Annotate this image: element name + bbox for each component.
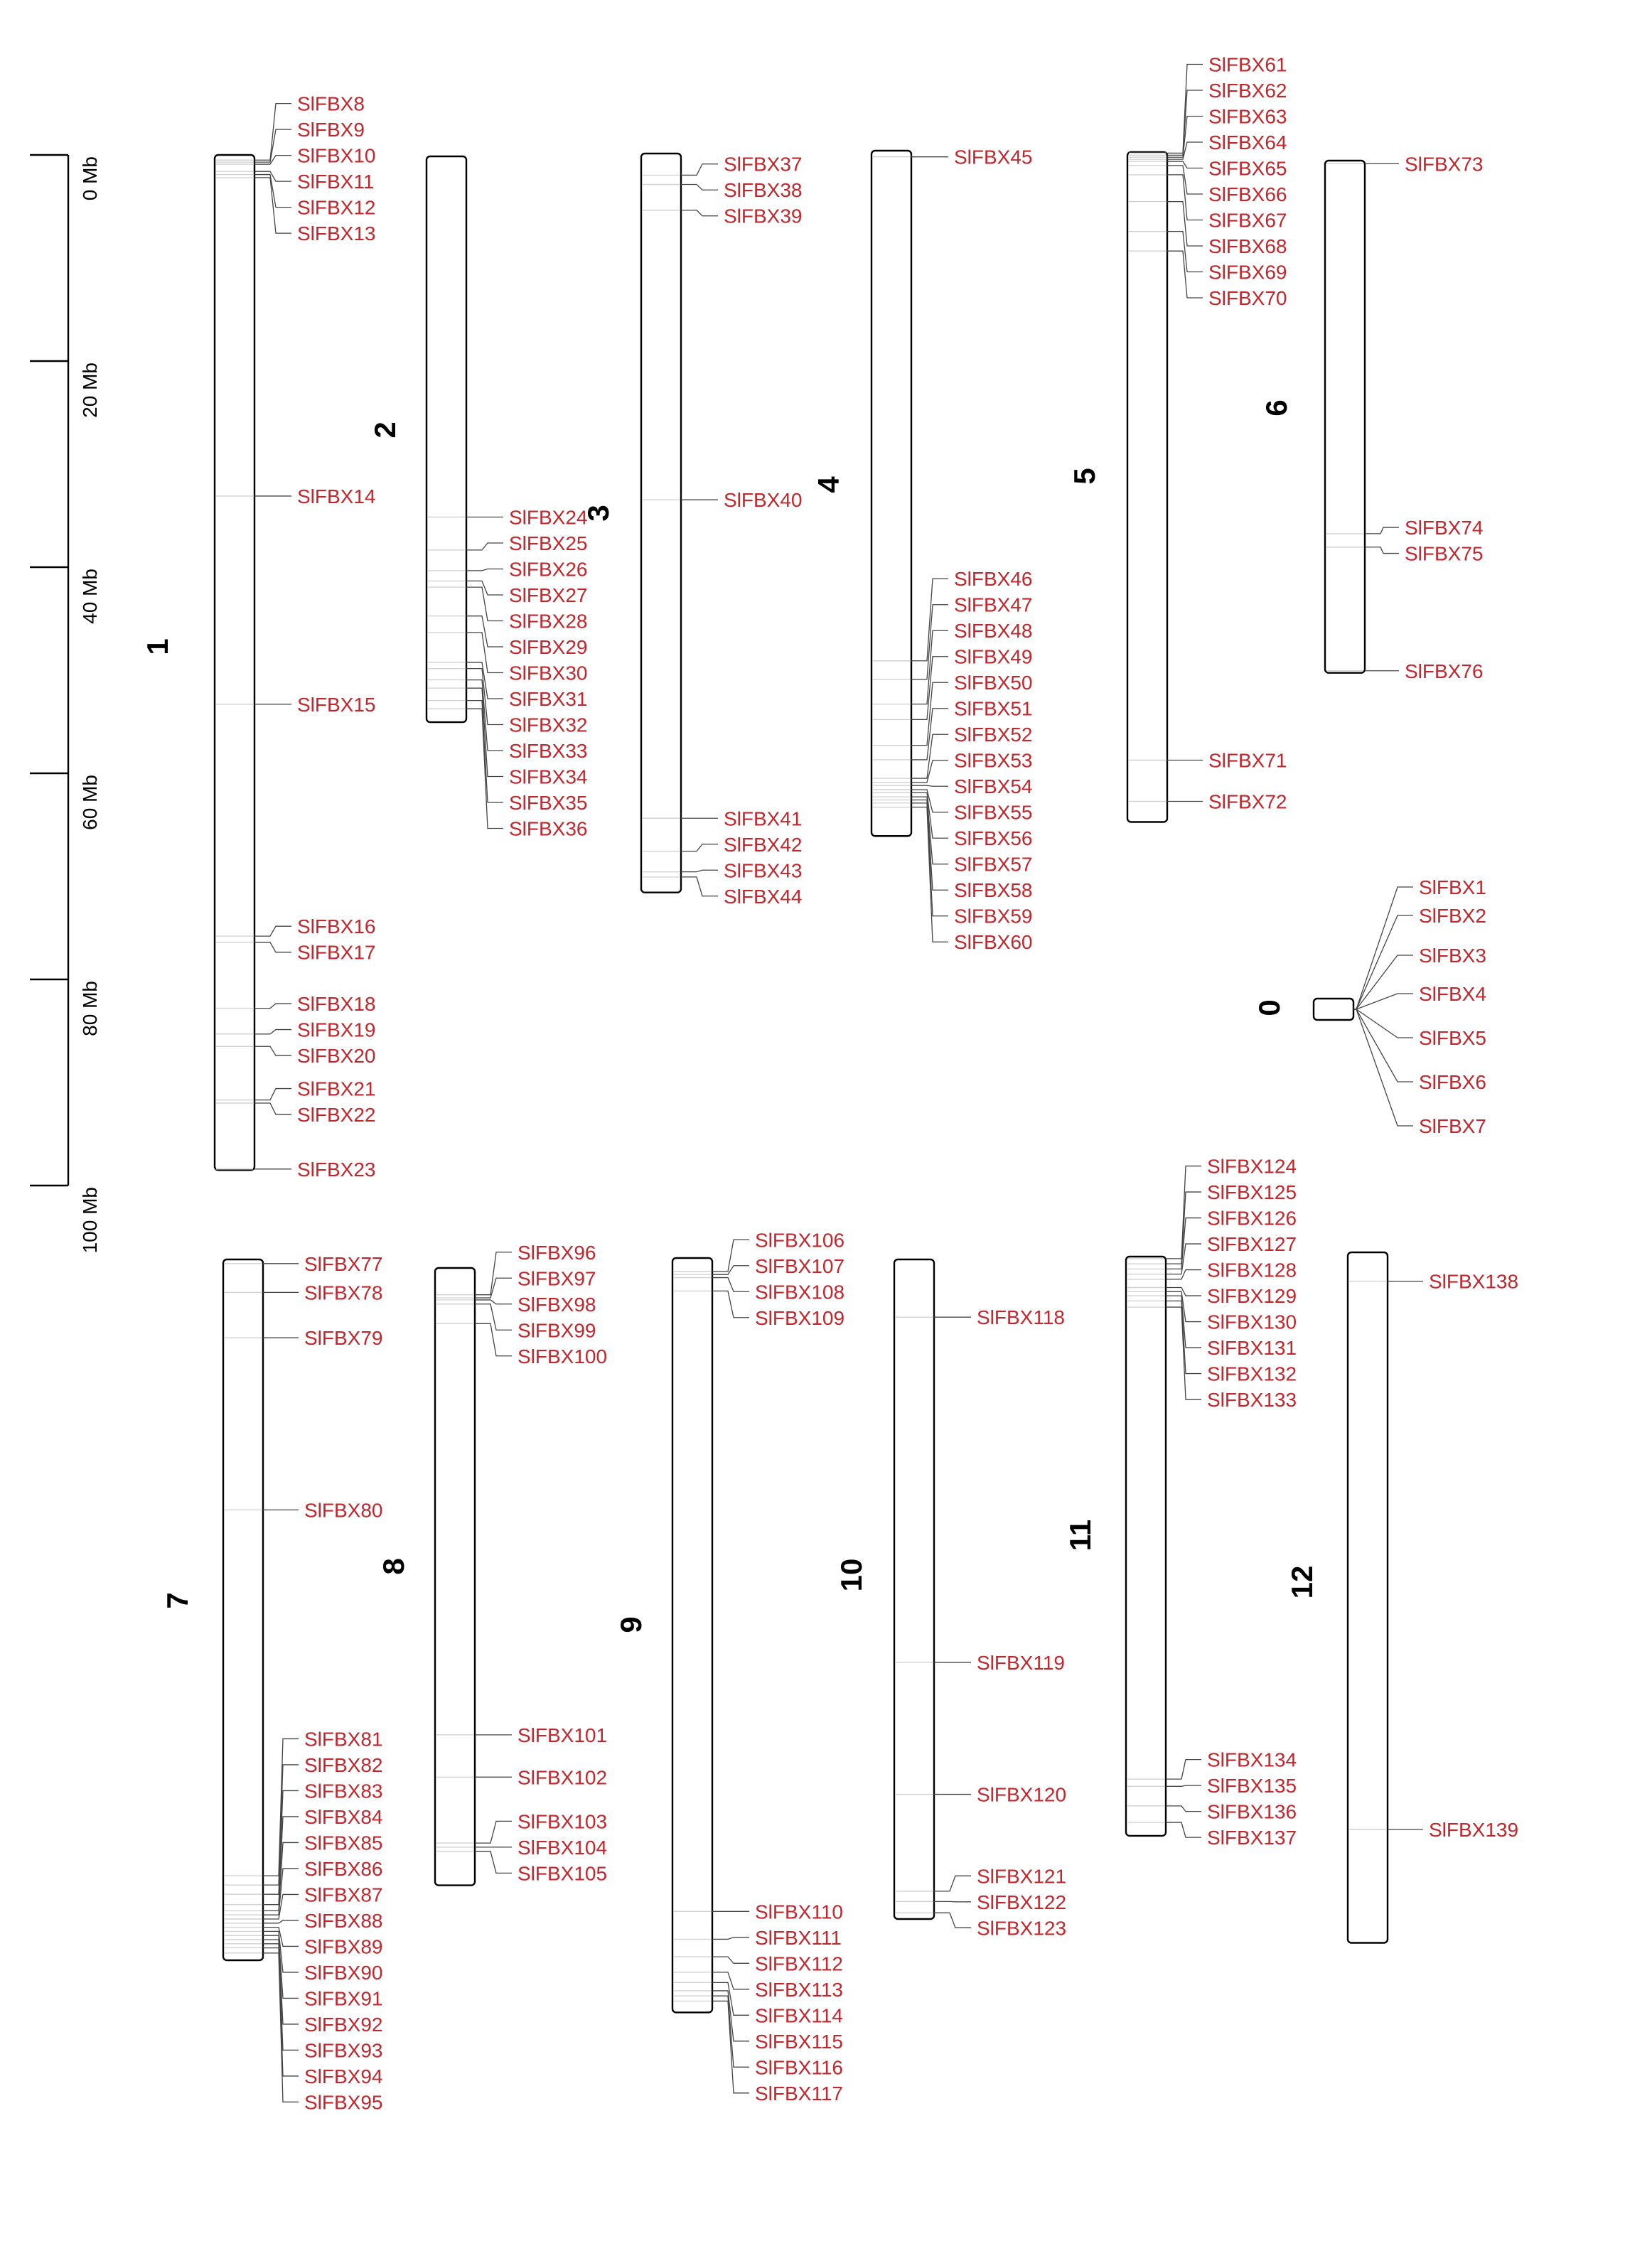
- gene-label: SlFBX86: [304, 1857, 383, 1880]
- gene-label: SlFBX124: [1207, 1155, 1297, 1178]
- gene-label: SlFBX136: [1207, 1800, 1297, 1823]
- gene-leader-line: [466, 569, 503, 571]
- gene-label: SlFBX127: [1207, 1233, 1297, 1256]
- chromosome-label: 5: [1068, 468, 1101, 485]
- gene-leader-line: [712, 1982, 749, 2015]
- gene-leader-line: [254, 1046, 291, 1055]
- scale-tick-label: 100 Mb: [79, 1187, 101, 1254]
- gene-label: SlFBX17: [297, 941, 376, 964]
- chromosome-bar: [427, 156, 466, 722]
- chromosome-2: [368, 156, 588, 840]
- gene-label: SlFBX75: [1405, 542, 1484, 565]
- gene-label: SlFBX4: [1419, 983, 1486, 1005]
- gene-label: SlFBX137: [1207, 1827, 1297, 1849]
- gene-label: SlFBX60: [954, 931, 1033, 954]
- gene-label: SlFBX101: [517, 1724, 608, 1746]
- gene-label: SlFBX105: [517, 1862, 608, 1885]
- gene-label: SlFBX3: [1419, 945, 1486, 967]
- gene-label: SlFBX87: [304, 1883, 383, 1906]
- gene-label: SlFBX106: [755, 1229, 845, 1252]
- gene-label: SlFBX96: [517, 1241, 596, 1264]
- gene-leader-line: [911, 761, 948, 783]
- gene-label: SlFBX48: [954, 620, 1033, 643]
- gene-leader-line: [1166, 1785, 1201, 1786]
- gene-leader-line: [681, 185, 718, 190]
- chromosome-bar: [1314, 999, 1353, 1020]
- gene-leader-line: [712, 1240, 749, 1272]
- gene-leader-line: [681, 164, 718, 176]
- gene-label: SlFBX95: [304, 2091, 383, 2114]
- gene-label: SlFBX9: [297, 119, 365, 141]
- gene-label: SlFBX100: [517, 1345, 608, 1367]
- gene-leader-line: [1353, 1009, 1413, 1126]
- gene-label: SlFBX94: [304, 2065, 383, 2087]
- gene-leader-line: [1353, 1009, 1413, 1082]
- gene-label: SlFBX115: [755, 2030, 843, 2053]
- gene-label: SlFBX131: [1207, 1337, 1297, 1360]
- gene-label: SlFBX12: [297, 196, 376, 219]
- gene-label: SlFBX46: [954, 568, 1033, 591]
- gene-label: SlFBX34: [509, 765, 588, 788]
- gene-label: SlFBX88: [304, 1909, 383, 1932]
- gene-label: SlFBX5: [1419, 1027, 1486, 1049]
- chromosome-bar: [1348, 1252, 1388, 1943]
- gene-leader-line: [475, 1852, 512, 1874]
- gene-leader-line: [911, 785, 948, 786]
- gene-label: SlFBX97: [517, 1267, 596, 1290]
- gene-label: SlFBX38: [724, 179, 803, 202]
- gene-label: SlFBX126: [1207, 1207, 1297, 1230]
- gene-leader-line: [254, 178, 291, 233]
- chromosome-label: 2: [368, 421, 402, 439]
- gene-leader-line: [466, 680, 503, 751]
- gene-label: SlFBX89: [304, 1935, 383, 1958]
- gene-label: SlFBX109: [755, 1306, 845, 1329]
- gene-leader-line: [681, 877, 718, 896]
- gene-leader-line: [1353, 955, 1413, 1009]
- chromosome-bar: [215, 155, 254, 1170]
- chromosome-bar: [1325, 161, 1365, 673]
- gene-label: SlFBX121: [977, 1865, 1067, 1888]
- gene-label: SlFBX45: [954, 146, 1033, 168]
- gene-leader-line: [475, 1304, 512, 1331]
- gene-label: SlFBX11: [297, 171, 375, 193]
- chromosome-label: 8: [377, 1558, 410, 1575]
- gene-leader-line: [254, 1030, 291, 1034]
- gene-leader-line: [466, 543, 503, 550]
- gene-leader-line: [712, 1266, 749, 1274]
- gene-label: SlFBX25: [509, 532, 588, 554]
- gene-label: SlFBX61: [1208, 53, 1287, 76]
- gene-leader-line: [712, 1957, 749, 1963]
- gene-leader-line: [911, 803, 948, 916]
- chromosome-label: 12: [1285, 1565, 1319, 1599]
- gene-leader-line: [254, 1089, 291, 1100]
- chromosome-bar: [1126, 1257, 1166, 1836]
- gene-label: SlFBX40: [724, 489, 803, 512]
- gene-label: SlFBX92: [304, 2013, 383, 2036]
- gene-label: SlFBX13: [297, 222, 376, 245]
- scale-tick-label: 20 Mb: [79, 362, 101, 418]
- chromosome-bar: [894, 1259, 934, 1919]
- gene-label: SlFBX64: [1208, 131, 1287, 154]
- gene-label: SlFBX139: [1429, 1819, 1519, 1841]
- gene-label: SlFBX2: [1419, 905, 1486, 927]
- gene-label: SlFBX116: [755, 2056, 843, 2079]
- gene-label: SlFBX99: [517, 1319, 596, 1342]
- gene-label: SlFBX135: [1207, 1775, 1297, 1797]
- gene-label: SlFBX108: [755, 1281, 845, 1304]
- gene-label: SlFBX28: [509, 610, 588, 633]
- gene-label: SlFBX56: [954, 827, 1033, 850]
- gene-label: SlFBX68: [1208, 235, 1287, 257]
- gene-label: SlFBX54: [954, 775, 1033, 798]
- gene-label: SlFBX70: [1208, 286, 1287, 309]
- gene-label: SlFBX53: [954, 749, 1033, 772]
- gene-label: SlFBX117: [755, 2082, 843, 2105]
- gene-label: SlFBX111: [755, 1926, 842, 1949]
- gene-leader-line: [1166, 1806, 1201, 1812]
- gene-leader-line: [1167, 161, 1203, 168]
- gene-label: SlFBX63: [1208, 105, 1287, 128]
- gene-leader-line: [254, 104, 291, 161]
- chromosome-bar: [1127, 152, 1167, 822]
- chromosome-bar: [223, 1259, 263, 1960]
- gene-leader-line: [934, 1913, 971, 1928]
- gene-label: SlFBX7: [1419, 1115, 1486, 1137]
- gene-leader-line: [712, 1938, 749, 1940]
- gene-label: SlFBX73: [1405, 153, 1484, 176]
- gene-leader-line: [254, 1004, 291, 1009]
- chromosome-label: 7: [161, 1592, 194, 1609]
- gene-label: SlFBX19: [297, 1019, 376, 1041]
- gene-label: SlFBX90: [304, 1961, 383, 1984]
- gene-leader-line: [475, 1323, 512, 1355]
- scale-tick-label: 40 Mb: [79, 569, 101, 624]
- gene-label: SlFBX74: [1405, 517, 1484, 539]
- gene-label: SlFBX119: [977, 1651, 1065, 1674]
- gene-label: SlFBX30: [509, 662, 588, 684]
- chromosome-11: [1063, 1156, 1297, 1849]
- gene-label: SlFBX120: [977, 1783, 1067, 1806]
- gene-label: SlFBX10: [297, 144, 376, 167]
- chromosome-label: 0: [1253, 999, 1286, 1016]
- gene-label: SlFBX16: [297, 915, 376, 938]
- chromosome-bar: [641, 154, 681, 893]
- gene-label: SlFBX42: [724, 833, 803, 856]
- chromosome-label: 3: [581, 505, 615, 522]
- chromosome-3: [581, 154, 803, 908]
- gene-label: SlFBX122: [977, 1891, 1067, 1913]
- gene-label: SlFBX80: [304, 1499, 383, 1522]
- gene-leader-line: [681, 210, 718, 216]
- gene-leader-line: [1166, 1760, 1201, 1780]
- gene-leader-line: [1365, 527, 1399, 534]
- gene-leader-line: [1167, 142, 1203, 159]
- gene-label: SlFBX91: [304, 1987, 383, 2010]
- gene-label: SlFBX29: [509, 636, 588, 658]
- gene-label: SlFBX84: [304, 1805, 383, 1828]
- gene-leader-line: [475, 1821, 512, 1843]
- gene-leader-line: [712, 1291, 749, 1317]
- chromosome-4: [812, 146, 1033, 954]
- gene-label: SlFBX67: [1208, 209, 1287, 232]
- gene-label: SlFBX43: [724, 859, 803, 882]
- chromosome-label: 10: [835, 1558, 868, 1592]
- chromosome-8: [377, 1242, 607, 1886]
- gene-label: SlFBX133: [1207, 1389, 1297, 1412]
- gene-label: SlFBX71: [1208, 749, 1287, 772]
- gene-leader-line: [254, 171, 291, 181]
- gene-leader-line: [1353, 1009, 1413, 1038]
- gene-label: SlFBX15: [297, 693, 376, 716]
- gene-label: SlFBX22: [297, 1104, 376, 1127]
- gene-label: SlFBX50: [954, 672, 1033, 694]
- gene-leader-line: [712, 1996, 749, 2067]
- gene-label: SlFBX76: [1405, 660, 1484, 682]
- chromosome-6: [1260, 153, 1484, 682]
- gene-label: SlFBX41: [724, 807, 803, 830]
- gene-label: SlFBX102: [517, 1766, 608, 1789]
- gene-label: SlFBX6: [1419, 1071, 1486, 1093]
- gene-leader-line: [466, 633, 503, 673]
- gene-leader-line: [263, 1920, 299, 1923]
- gene-label: SlFBX26: [509, 558, 588, 581]
- chromosomes: [141, 53, 1518, 2113]
- chromosome-10: [835, 1259, 1066, 1939]
- gene-label: SlFBX49: [954, 645, 1033, 668]
- gene-label: SlFBX103: [517, 1810, 608, 1833]
- gene-leader-line: [911, 579, 948, 661]
- gene-leader-line: [681, 844, 718, 851]
- gene-leader-line: [1167, 232, 1203, 272]
- gene-leader-line: [466, 581, 503, 595]
- scale-tick-label: 60 Mb: [79, 775, 101, 830]
- gene-label: SlFBX110: [755, 1901, 843, 1923]
- gene-label: SlFBX104: [517, 1836, 608, 1859]
- gene-label: SlFBX112: [755, 1952, 843, 1975]
- gene-label: SlFBX125: [1207, 1181, 1297, 1204]
- chromosome-label: 4: [812, 476, 845, 493]
- gene-label: SlFBX85: [304, 1832, 383, 1854]
- gene-label: SlFBX132: [1207, 1363, 1297, 1385]
- chromosome-label: 1: [141, 638, 174, 655]
- gene-label: SlFBX58: [954, 879, 1033, 902]
- gene-label: SlFBX21: [297, 1077, 376, 1100]
- gene-leader-line: [254, 1103, 291, 1114]
- gene-label: SlFBX78: [304, 1281, 383, 1304]
- gene-leader-line: [712, 1972, 749, 1989]
- gene-label: SlFBX27: [509, 584, 588, 606]
- gene-label: SlFBX55: [954, 801, 1033, 824]
- gene-leader-line: [475, 1300, 512, 1304]
- gene-label: SlFBX47: [954, 593, 1033, 616]
- scale-tick-label: 0 Mb: [79, 156, 101, 201]
- gene-label: SlFBX51: [954, 697, 1033, 720]
- gene-label: SlFBX81: [304, 1728, 383, 1751]
- gene-label: SlFBX1: [1419, 876, 1486, 898]
- chromosome-bar: [672, 1258, 712, 2012]
- chromosome-5: [1068, 53, 1287, 822]
- chromosome-9: [614, 1229, 844, 2105]
- gene-label: SlFBX129: [1207, 1285, 1297, 1308]
- gene-leader-line: [1167, 166, 1203, 194]
- gene-label: SlFBX14: [297, 485, 376, 507]
- gene-leader-line: [934, 1876, 971, 1891]
- scale-tick-label: 80 Mb: [79, 981, 101, 1036]
- gene-label: SlFBX18: [297, 993, 376, 1016]
- gene-label: SlFBX24: [509, 506, 588, 529]
- gene-label: SlFBX118: [977, 1306, 1065, 1329]
- gene-leader-line: [1166, 1822, 1201, 1837]
- gene-leader-line: [712, 1278, 749, 1292]
- gene-label: SlFBX77: [304, 1252, 383, 1275]
- gene-label: SlFBX72: [1208, 790, 1287, 813]
- gene-label: SlFBX107: [755, 1254, 845, 1277]
- gene-label: SlFBX93: [304, 2039, 383, 2062]
- chromosome-label: 11: [1063, 1519, 1097, 1552]
- gene-label: SlFBX32: [509, 714, 588, 736]
- gene-label: SlFBX130: [1207, 1311, 1297, 1333]
- chromosome-7: [161, 1253, 383, 2114]
- gene-label: SlFBX8: [297, 92, 365, 115]
- gene-label: SlFBX31: [509, 688, 588, 710]
- gene-label: SlFBX62: [1208, 79, 1287, 102]
- gene-label: SlFBX83: [304, 1780, 383, 1802]
- chromosome-label: 9: [614, 1616, 648, 1633]
- gene-label: SlFBX52: [954, 724, 1033, 746]
- gene-label: SlFBX98: [517, 1293, 596, 1316]
- gene-label: SlFBX128: [1207, 1259, 1297, 1281]
- gene-leader-line: [1365, 547, 1399, 554]
- gene-label: SlFBX36: [509, 817, 588, 840]
- chromosome-label: 6: [1260, 399, 1293, 416]
- gene-leader-line: [681, 870, 718, 871]
- gene-label: SlFBX134: [1207, 1748, 1297, 1771]
- gene-label: SlFBX114: [755, 2004, 843, 2027]
- scale-bar: [30, 155, 101, 1253]
- gene-leader-line: [1167, 251, 1203, 298]
- gene-leader-line: [254, 926, 291, 936]
- gene-label: SlFBX44: [724, 885, 803, 908]
- gene-label: SlFBX82: [304, 1753, 383, 1776]
- gene-label: SlFBX123: [977, 1917, 1067, 1940]
- gene-label: SlFBX33: [509, 740, 588, 762]
- gene-label: SlFBX79: [304, 1327, 383, 1350]
- chromosome-12: [1285, 1252, 1518, 1943]
- gene-label: SlFBX65: [1208, 157, 1287, 180]
- chromosome-bar: [435, 1268, 475, 1886]
- chromosome-1: [141, 93, 376, 1181]
- gene-label: SlFBX138: [1429, 1270, 1519, 1293]
- gene-label: SlFBX59: [954, 905, 1033, 928]
- gene-label: SlFBX35: [509, 792, 588, 814]
- gene-label: SlFBX37: [724, 153, 803, 176]
- gene-label: SlFBX66: [1208, 183, 1287, 205]
- gene-label: SlFBX23: [297, 1158, 376, 1181]
- gene-label: SlFBX39: [724, 205, 803, 227]
- gene-leader-line: [1167, 202, 1203, 246]
- gene-label: SlFBX20: [297, 1045, 376, 1068]
- gene-label: SlFBX69: [1208, 261, 1287, 284]
- gene-leader-line: [254, 942, 291, 952]
- gene-label: SlFBX113: [755, 1978, 843, 2001]
- chromosome-bar: [872, 151, 911, 836]
- gene-label: SlFBX57: [954, 853, 1033, 876]
- chromosome-0: [1253, 876, 1486, 1137]
